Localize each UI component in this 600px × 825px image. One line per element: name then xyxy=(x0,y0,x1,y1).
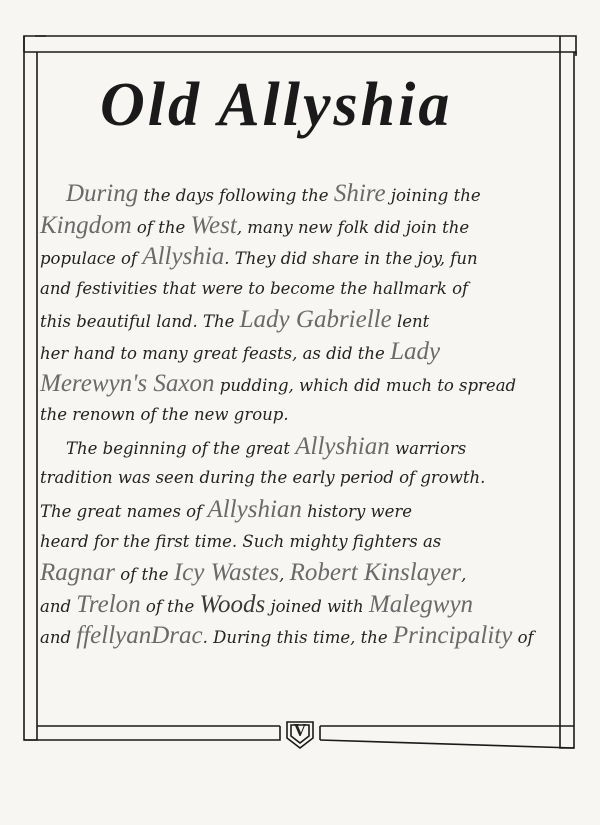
story-text xyxy=(40,178,560,652)
highlight-word: Malegwyn xyxy=(368,590,474,618)
page-title: Old Allyshia xyxy=(100,71,453,139)
text-line-8: the renown of the new group. xyxy=(40,405,289,425)
highlight-word: Allyshian xyxy=(295,432,390,460)
text-line-10: tradition was seen during the early period of growth. xyxy=(40,468,486,488)
highlight-word: Woods xyxy=(199,590,266,618)
highlight-word: Principality xyxy=(392,622,513,650)
highlight-word: West xyxy=(190,211,237,239)
text-line-6: her hand to many great feasts, as did the Lady xyxy=(40,337,441,365)
text-line-7: Merewyn's Saxon pudding, which did much to spread xyxy=(40,369,517,397)
highlight-word: Merewyn's Saxon xyxy=(40,369,215,397)
highlight-word: During xyxy=(66,180,139,207)
text-line-11: The great names of Allyshian history were xyxy=(40,495,413,523)
text-line-13: Ragnar of the Icy Wastes, Robert Kinslayer, xyxy=(40,559,467,587)
highlight-word: Icy Wastes xyxy=(173,559,280,587)
highlight-word: Robert Kinslayer xyxy=(289,559,462,587)
highlight-word: ffellyanDrac xyxy=(76,622,203,650)
highlight-word: Lady Gabrielle xyxy=(239,306,392,334)
text-line-9: The beginning of the great Allyshian warriors xyxy=(66,432,467,460)
highlight-word: Trelon xyxy=(76,590,141,618)
text-line-14: and Trelon of the Woods joined with Malegwyn xyxy=(40,590,474,618)
text-line-4: and festivities that were to become the hallmark of xyxy=(40,278,469,298)
highlight-word: Ragnar xyxy=(40,559,115,587)
text-line-15: and ffellyanDrac. During this time, the Principality of xyxy=(40,622,534,650)
text-line-2: Kingdom of the West, many new folk did join the xyxy=(40,211,470,239)
highlight-word: Allyshian xyxy=(207,495,302,523)
page-number: V xyxy=(293,720,307,740)
highlight-word: Shire xyxy=(333,180,386,207)
highlight-word: Lady xyxy=(390,337,441,365)
text-line-3: populace of Allyshia. They did share in the joy, fun xyxy=(40,243,478,271)
highlight-word: Allyshia xyxy=(142,243,225,271)
highlight-word: Kingdom xyxy=(40,211,132,239)
text-line-1: During the days following the Shire joining the xyxy=(66,180,481,207)
text-line-12: heard for the first time. Such mighty fighters as xyxy=(40,531,442,551)
text-line-5: this beautiful land. The Lady Gabrielle lent xyxy=(40,306,430,334)
